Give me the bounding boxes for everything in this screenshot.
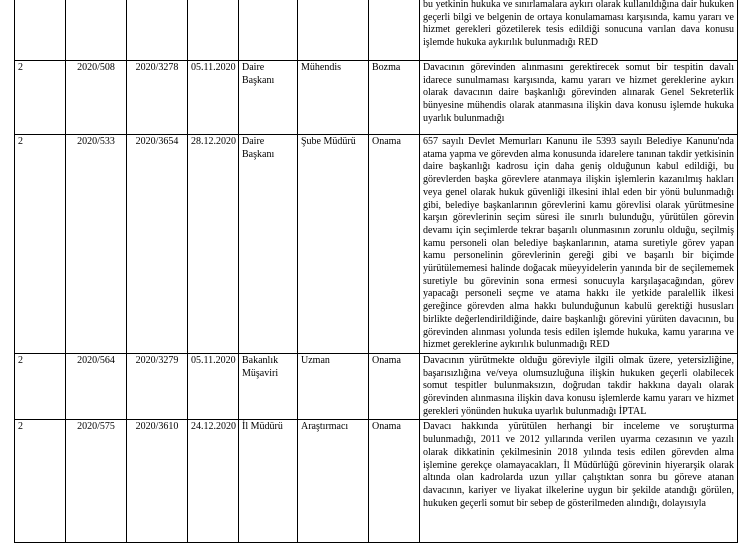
result-cell: Bozma [369,61,420,135]
case-number-cell: 2 [15,353,66,420]
file-number-cell: 2020/575 [66,420,127,543]
table-row [15,353,738,420]
decision-number-cell: 2020/3654 [127,135,188,354]
decision-number-cell [127,0,188,61]
decision-date-cell: 05.11.2020 [188,353,239,420]
table-row [15,135,738,354]
table-row [15,61,738,135]
decision-number-cell: 2020/3279 [127,353,188,420]
description-cell: Davacının yürütmekte olduğu göreviyle ilgili olmak üzere, yetersizliğine, başarısızlığına ve/veya olumsuzluğuna ilişkin hukuken geçerli olabilecek somut tespitler bulunmaksızın, doğrudan takdir hakkına dayalı olarak görevinden alınmasına ilişkin dava konusu işlemlerde kamu yararı ve hizmet gerekleri yönünden hukuka uyarlık bulunmadığı İPTAL [420,353,738,420]
description-cell: Davacının görevinden alınmasını gerektirecek somut bir tespitin davalı idarece sunulmaması karşısında, kamu yararı ve hizmet gereklerine aykırı olarak davacının daire başkanlığı görevinden alınarak Genel Sekreterlik bünyesine mühendis olarak atanmasına ilişkin dava konusu işlemde hukuka uyarlık bulunmadığı [420,61,738,135]
decision-number-cell: 2020/3610 [127,420,188,543]
former-position-cell [239,0,298,61]
table-row [15,0,738,61]
decision-number-cell: 2020/3278 [127,61,188,135]
description-cell: Davacı hakkında yürütülen herhangi bir inceleme ve soruşturma bulunmadığı, 2011 ve 2012 yıllarında verilen uyarma cezasının ve yazılı olarak dikkatinin çekilmesinin 2018 yılında tesis edilen görevden alma işlemine gerekçe olamayacakları, İl Müdürlüğü görevinin hiyerarşik olarak altında olan kadrolarda uzun yıllar çalıştıktan sonra bu göreve atanan davacının, kariyer ve liyakat ilkelerine uygun bir şekilde atandığı görülen, hukuken geçerli somut bir sebep de gösterilmeden alındığı, dolayısıyla [420,420,738,543]
new-position-cell: Mühendis [298,61,369,135]
description-cell: bu yetkinin hukuka ve sınırlamalara aykırı olarak kullanıldığına dair hukuken geçerli bilgi ve belgenin de ortaya konulamaması karşısında, kamu yararı ve hizmet gerekleri gözetilerek tesis edildiği sonucuna varılan dava konusu işlemde hukuka aykırılık bulunmadığı RED [420,0,738,61]
case-number-cell: 2 [15,61,66,135]
decision-date-cell [188,0,239,61]
table-row [15,420,738,543]
former-position-cell: Bakanlık Müşaviri [239,353,298,420]
result-cell: Onama [369,353,420,420]
decision-date-cell: 24.12.2020 [188,420,239,543]
decision-date-cell: 05.11.2020 [188,61,239,135]
new-position-cell: Şube Müdürü [298,135,369,354]
decision-date-cell: 28.12.2020 [188,135,239,354]
new-position-cell [298,0,369,61]
result-cell [369,0,420,61]
file-number-cell: 2020/564 [66,353,127,420]
new-position-cell: Araştırmacı [298,420,369,543]
description-cell: 657 sayılı Devlet Memurları Kanunu ile 5393 sayılı Belediye Kanunu'nda atama yapma ve görevden alma konusunda idarelere tanınan takdir yetkisinin daire başkanlığı kadrosu için daha geniş olduğunun kabul edildiği, bu görevlerden başka görevlere atanmaya ilişkin işlemlerin kazanılmış hakları veya genel olarak hukuk güvenliği ilkesini ihlal eden bir yönü bulunmadığı gibi, belediye başkanlarının görevlerini kamu görevlisi olarak yürütmesine karşın görevlerinin seçim süresi ile sınırlı bulunduğu, yürütülen görevin devamı için seçimlerde tekrar başarılı olunmasının zorunlu olduğu, seçilmiş kamu personeli olan belediye başkanlarının, atama suretiyle görev yapan kamu personelinin görevlerinin gereği gibi ve başarılı bir biçimde yürütülememesi halinde doğacak müeyyidelerin yanında bir de seçilememek suretiyle bu görevinin sona ermesi sonucuyla karşılaşacağından, görev yapacağı personeli seçme ve atama hakkı ile yetkide paralellik ilkesi gereğince görevden alma hakkı bulunduğunun kabulü gerektiği hususları birlikte değerlendirildiğinde, daire başkanlığı görevini yürüten davacının, bu görevinden alınması yolunda tesis edilen işlemde hukuka, kamu yararına ve hizmet gereklerine aykırılık bulunmadığı RED [420,135,738,354]
file-number-cell: 2020/533 [66,135,127,354]
former-position-cell: Daire Başkanı [239,135,298,354]
case-number-cell [15,0,66,61]
former-position-cell: Daire Başkanı [239,61,298,135]
former-position-cell: İl Müdürü [239,420,298,543]
file-number-cell [66,0,127,61]
court-decisions-table [14,0,738,543]
case-number-cell: 2 [15,420,66,543]
file-number-cell: 2020/508 [66,61,127,135]
case-number-cell: 2 [15,135,66,354]
new-position-cell: Uzman [298,353,369,420]
result-cell: Onama [369,420,420,543]
result-cell: Onama [369,135,420,354]
